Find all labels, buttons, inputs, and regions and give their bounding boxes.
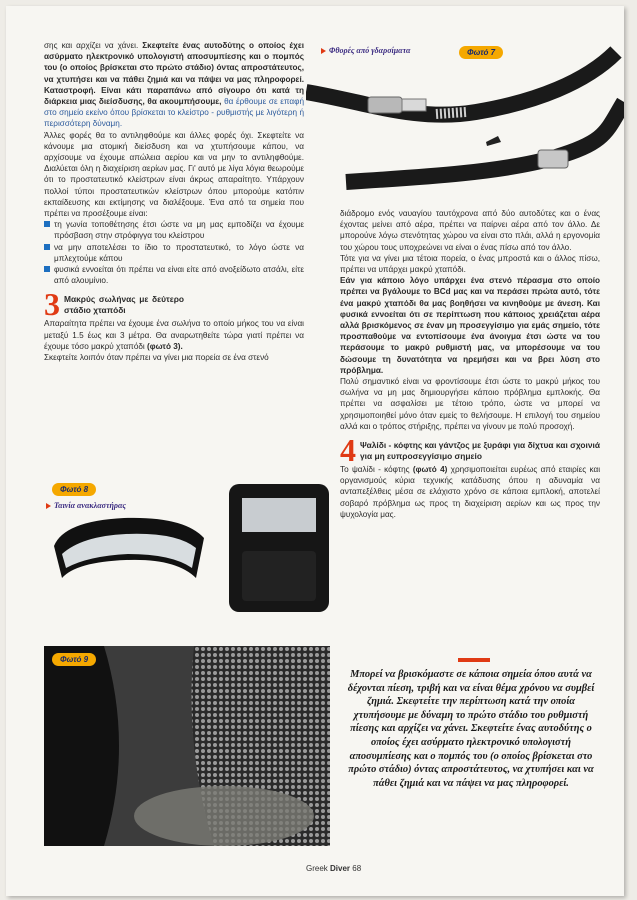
photo-ref: (φωτό 3). bbox=[147, 341, 183, 351]
photo-7-badge: Φωτό 7 bbox=[459, 46, 503, 59]
body-paragraph: Άλλες φορές θα το αντιληφθούμε και άλλες φορές όχι. Σκεφτείτε να κάνουμε μια ατομική διείσδυση και να χτυπήσουμε κάπου, να αρχίσουμε να έχουμε απώλεια αερίου και να μην το αντιληφθούμε. Διαλύεται όλη η διαχείριση αερίων μας. Γι' αυτό με λίγα λόγια θεωρούμε ότι το προστατευτικό κλείστρων είναι άκρως απαραίτητο. Υπάρχουν πολλοί τύποι προστατευτικών κλείστρων όπου μπορούμε κατόπιν εκπαίδευσης και εκτίμησης να διαλέξουμε. Ένα από τα σημεία που πρέπει να προσέξουμε είναι: bbox=[44, 130, 304, 219]
square-bullet-icon bbox=[44, 244, 50, 250]
right-paragraph-2: Τότε για να γίνει μια τέτοια πορεία, ο ένας μπροστά και ο άλλος πίσω, πρέπει να υπάρχει μακρύ χταπόδι. bbox=[340, 253, 600, 275]
section-4-text-a: Το ψαλίδι - κόφτης bbox=[340, 465, 413, 475]
section-3-tail: Σκεφτείτε λοιπόν όταν πρέπει να γίνει μια πορεία σε ένα στενό bbox=[44, 353, 269, 363]
bullet-text: τη γωνία τοποθέτησης έτσι ώστε να μη μας εμποδίζει να έχουμε πρόσβαση στην στρόφιγγα του κλείστρου bbox=[54, 220, 304, 241]
intro-plain: σης και αρχίζει να χάνει. bbox=[44, 41, 143, 50]
bullet-text: φυσικά εννοείται ότι πρέπει να είναι είτε από ανοξείδωτο ατσάλι, είτε από αλουμίνιο. bbox=[54, 265, 304, 286]
arrow-icon bbox=[321, 48, 326, 54]
magazine-name: Greek bbox=[306, 864, 331, 873]
bullet-text: να μην αποτελέσει το ίδιο το προστατευτικό, το λόγο ώστε να μπλεχτούμε κάπου bbox=[54, 242, 304, 263]
section-4-heading bbox=[340, 432, 600, 469]
intro-paragraph bbox=[44, 40, 304, 130]
pull-quote: Μπορεί να βρισκόμαστε σε κάποια σημεία όπου αυτά να δέχονται πίεση, τριβή και να είναι θέμα χρόνου να συμβεί ζημιά. Σκεφτείτε την περίπτωση κατά την οποία χτυπήσουμε με δύναμη το πρώτο στάδιο του ρυθμιστή πίεσης και αρχίζει να χάνει. Σκεφτείτε ένας αυτοδύτης ο οποίος έχει ασύρματο ηλεκτρονικό υπολογιστή αποσυμπίεσης και ο πομπός του (ο οποίος βρίσκεται στο πρώτο στάδιο) όντας απροστάτευτος, να χτυπήσει και να πάθει ζημιά και να πάψει να μας πληροφορεί. bbox=[347, 669, 595, 789]
right-paragraph-4: Πολύ σημαντικό είναι να φροντίσουμε έτσι ώστε το μακρύ μήκος του σωλήνα να μη μας δημιουργήσει κάποιο πρόβλημα εμπλοκής. Θα πρέπει να ασφαλίσει με τέτοιο τρόπο, ώστε να μπορεί να χρησιμοποιηθεί μόνο όταν εμείς το θελήσουμε. Η επιλογή του σημείου αλλά και ο τρόπος στήριξης, πρέπει να γίνουν με πολύ προσοχή. bbox=[340, 377, 600, 431]
section-3-body bbox=[44, 318, 304, 352]
photo-8-reflective-tape bbox=[44, 476, 334, 616]
section-number: 4 bbox=[340, 432, 356, 469]
right-column bbox=[340, 208, 600, 520]
photo-8-caption bbox=[46, 501, 126, 510]
photo-ref: (φωτό 4) bbox=[412, 465, 448, 475]
bullet-item bbox=[44, 219, 304, 241]
mesh-guard-image bbox=[44, 646, 330, 846]
right-paragraph-bold: Εάν για κάποιο λόγο υπάρχει ένα στενό πέρασμα στο οποίο πρέπει να βγάλουμε το BCd μας και να περάσει πρώτα αυτό, τότε ένα μακρύ χταπόδι θα μας βοηθήσει να κινηθούμε με άνεση. Και φυσικά εννοείται ότι σε περίπτωση που κάποιος χρειάζεται αέρα αλλά βρισκόμενος σε έναν μη προσεγγίσιμο για εμάς σημείο, τότε προσπαθούμε να εντοπίσουμε ένα άνοιγμα έτσι ώστε να του περάσουμε το μακρύ ρυθμιστή μας, να μπορέσουμε να του δώσουμε τη δυνατότητα να ηρεμήσει και να βρει λύση στο πρόβλημα. bbox=[340, 276, 600, 375]
magazine-name-bold: Diver bbox=[330, 864, 351, 873]
section-title: Ψαλίδι - κόφτης και γάντζος με ξυράφι για δίχτυα και σχοινιά για μη ευπροσεγγίσιμο σημείο bbox=[360, 440, 600, 462]
arrow-icon bbox=[46, 503, 51, 509]
photo-7-caption bbox=[321, 46, 410, 55]
square-bullet-icon bbox=[44, 266, 50, 272]
photo-9-badge: Φωτό 9 bbox=[52, 653, 96, 666]
photo-9-mesh bbox=[44, 646, 330, 846]
page-number: 68 bbox=[352, 864, 362, 873]
intro-bold: Σκεφτείτε ένας αυτοδύτης ο οποίος έχει ασύρματο ηλεκτρονικό υπολογιστή αποσυμπίεσης και ο πομπός του (ο οποίος βρίσκεται στο πρώτο στάδιο) όντας απροστάτευτος, να χτυπήσει και να πάθει ζημιά και να πάψει να μας πληροφορεί. Καταστροφή. Είναι κάτι παραπάνω από σίγουρο ότι κατά τη διάρκεια μιας διείσδυσης, θα ακουμπήσουμε, bbox=[44, 41, 304, 107]
bullet-item bbox=[44, 264, 304, 286]
reflective-tape-image bbox=[44, 476, 334, 616]
section-number: 3 bbox=[44, 286, 60, 323]
bullet-item bbox=[44, 242, 304, 264]
section-3-heading bbox=[44, 286, 304, 323]
caption-text: Φθορές από γδαρσίματα bbox=[329, 46, 411, 55]
left-column bbox=[44, 40, 304, 363]
section-4-text-b: χρησιμοποιείται ευρέως από εταιρίες και οργανισμούς κύρια τεχνικής κατάδυσης όπου η αδυναμία να ανταπεξέλθεις μέσα σε ελάχιστο χρόνο σε κάποια εμπλοκή, αποτελεί σοβαρό πρόβλημα ως προς τη διαχείριση αερίων και ως προς την ψυχολογία μας. bbox=[340, 465, 601, 519]
square-bullet-icon bbox=[44, 221, 50, 227]
section-title: Μακρύς σωλήνας με δεύτερο στάδιο χταπόδι bbox=[64, 294, 184, 316]
page-footer bbox=[306, 864, 361, 873]
section-4-body bbox=[340, 464, 600, 520]
magazine-page bbox=[6, 6, 624, 896]
right-paragraph-1: διάδρομο ενός ναυαγίου ταυτόχρονα από δύο αυτοδύτες και ο ένας έχοντας μείνει από αέρα, πρέπει να παίρνει αέρα από τον άλλο. Δε μπορούνε λόγω στενότητας χώρου να είναι στο πλάι, αλλά η εργονομία του χώρου τους υποχρεώνει να είναι ο ένας πίσω από τον άλλο. bbox=[340, 209, 600, 252]
caption-text: Ταινία ανακλαστήρας bbox=[54, 501, 126, 510]
intro-blue: θα έρθουμε σε επαφή στο σημείο εκείνο όπου βρίσκεται το κλείστρο - ρυθμιστής με λιγότερη ή περισσότερη δύναμη. bbox=[44, 97, 304, 129]
photo-8-badge: Φωτό 8 bbox=[52, 483, 96, 496]
quote-divider bbox=[458, 658, 490, 662]
section-3-text: Απαραίτητα πρέπει να έχουμε ένα σωλήνα το οποίο μήκος του να είναι μεταξύ 1.5 έως και 3 μέτρα. Θα αναρωτηθείτε τώρα γιατί πρέπει να έχουμε τόσο μακρύ χταπόδι bbox=[44, 319, 304, 351]
